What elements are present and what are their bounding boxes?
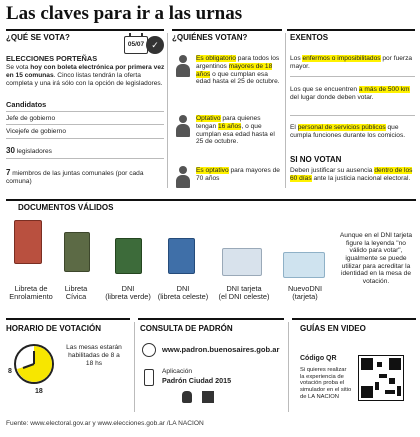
divider	[290, 115, 415, 116]
ballot-icon: ✓	[146, 36, 164, 54]
divider	[6, 138, 164, 139]
qr-title: Código QR	[300, 355, 337, 362]
section-rule	[287, 29, 415, 31]
legisladores-text: 30 legisladores	[6, 146, 52, 155]
doc-label: DNI (libreta verde)	[105, 284, 151, 302]
divider	[6, 111, 164, 112]
exento-enfermos: Los enfermos o imposibilitados por fuerza mayor.	[290, 55, 413, 70]
divider	[6, 158, 164, 159]
section-rule	[292, 318, 416, 320]
obligatorio-text: Es obligatorio para todos los argentinos mayores de 18 años o que cumplan esa edad hasta el 25 de octubre.	[196, 55, 280, 86]
clock-end-label: 18	[35, 388, 43, 395]
person-icon	[174, 55, 192, 77]
windows-icon[interactable]	[202, 391, 214, 403]
app-name: Padrón Ciudad 2015	[162, 376, 232, 385]
documentos-header: DOCUMENTOS VÁLIDOS	[18, 203, 114, 212]
section-rule	[6, 199, 416, 201]
dni-tarjeta-image	[222, 248, 262, 276]
candidatos-header: Candidatos	[6, 100, 47, 109]
clock-start-label: 8	[8, 368, 12, 375]
horario-text: Las mesas estarán habilitadas de 8 a 18 hs	[66, 344, 122, 367]
horario-header: HORARIO DE VOTACIÓN	[6, 324, 101, 333]
section-rule	[138, 318, 284, 320]
column-divider	[288, 322, 289, 412]
doc-label: DNI (libreta celeste)	[157, 284, 209, 302]
calendar-icon	[124, 36, 148, 54]
consulta-header: CONSULTA DE PADRÓN	[140, 324, 233, 333]
app-label: Aplicación	[162, 368, 193, 375]
exento-distancia: Los que se encuentren a más de 500 km del lugar donde deben votar.	[290, 86, 410, 101]
doc-label: Libreta de Enrolamiento	[9, 284, 53, 302]
doc-label: Libreta Cívica	[64, 284, 88, 302]
section-rule	[6, 318, 130, 320]
candidato-jefe: Jefe de gobierno	[6, 115, 56, 122]
libreta-enrolamiento-image	[14, 220, 42, 264]
si-no-votan-text: Deben justificar su ausencia dentro de los 60 días ante la justicia nacional electoral.	[290, 167, 413, 182]
person-icon	[174, 166, 192, 188]
si-no-votan-header: SI NO VOTAN	[290, 155, 342, 164]
nuevo-dni-image	[283, 252, 325, 278]
dni-celeste-image	[168, 238, 195, 274]
qr-code-image[interactable]	[358, 355, 404, 401]
optativo-70-text: Es optativo para mayores de 70 años	[196, 167, 280, 182]
section-rule	[6, 29, 164, 31]
dni-tarjeta-note: Aunque en el DNI tarjeta figure la leyenda "no válido para votar", igualmente se puede utilizar para acreditar la identidad en la mesa de votación.	[339, 232, 413, 285]
phone-icon	[144, 369, 154, 386]
column-divider	[134, 322, 135, 412]
column-divider	[167, 33, 168, 188]
qr-text: Si quieres realizar la experiencia de votación proba el simulador en el sitio de LA NACION	[300, 367, 352, 400]
libreta-civica-image	[64, 232, 90, 272]
quienes-votan-header: ¿QUIÉNES VOTAN?	[172, 33, 248, 42]
guias-header: GUÍAS EN VIDEO	[300, 324, 366, 333]
date-badge: 05/07	[127, 41, 145, 48]
clock-icon	[14, 344, 54, 384]
exento-servicios: El personal de servicios públicos que cumpla funciones durante los comicios.	[290, 124, 406, 139]
exentos-header: EXENTOS	[290, 33, 329, 42]
android-icon[interactable]	[182, 391, 192, 403]
juntas-text: 7 miembros de las juntas comunales (por cada comuna)	[6, 168, 144, 185]
candidato-vicejefe: Vicejefe de gobierno	[6, 128, 67, 135]
person-icon	[174, 115, 192, 137]
doc-label: NuevoDNI (tarjeta)	[287, 284, 323, 302]
globe-icon	[142, 343, 156, 357]
dni-verde-image	[115, 238, 142, 274]
page-title: Las claves para ir a las urnas	[6, 3, 243, 24]
divider	[290, 76, 415, 77]
que-se-vota-header: ¿QUÉ SE VOTA?	[6, 33, 70, 42]
section-rule	[172, 29, 282, 31]
doc-label: DNI tarjeta (el DNI celeste)	[218, 284, 270, 302]
column-divider	[285, 33, 286, 188]
padron-url[interactable]: www.padron.buenosaires.gob.ar	[162, 345, 280, 354]
divider	[6, 124, 164, 125]
elecciones-text: Se vota hoy con boleta electrónica por primera vez en 15 comunas. Cinco listas tendrán la oferta completa y una irá sólo con la opción de legisladores.	[6, 64, 165, 87]
footer-source: Fuente: www.electoral.gov.ar y www.elecciones.gob.ar /LA NACION	[6, 420, 204, 427]
optativo-16-text: Optativo para quienes tengan 16 años, o que cumplan esa edad hasta el 25 de octubre.	[196, 115, 275, 146]
elecciones-header: ELECCIONES PORTEÑAS	[6, 54, 98, 63]
